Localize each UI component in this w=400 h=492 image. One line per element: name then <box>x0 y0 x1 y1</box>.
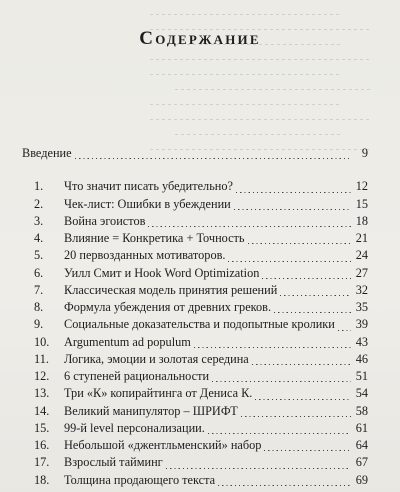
toc-entry-page: 61 <box>355 420 368 435</box>
dot-leader <box>166 468 351 469</box>
toc-entry-number: 3. <box>34 213 44 228</box>
toc-entry-row <box>22 266 368 283</box>
toc-entry-page: 39 <box>355 317 368 332</box>
toc-entry-label: Великий манипулятор – ШРИФТ <box>64 403 238 418</box>
toc-entry-number: 16. <box>34 438 50 452</box>
toc-entry-row <box>22 283 368 300</box>
toc-entry-page: 32 <box>355 282 368 297</box>
toc-entry-page: 43 <box>355 334 368 349</box>
toc-entry-row <box>22 179 368 196</box>
toc-entry-label: Влияние = Конкретика + Точность <box>64 231 245 245</box>
toc-entry-row <box>22 473 368 490</box>
dot-leader <box>252 364 351 365</box>
toc-entry-page: 21 <box>355 231 368 245</box>
toc-entry-number: 4. <box>34 231 44 245</box>
toc-entry-label: Уилл Смит и Hook Word Optimization <box>64 265 260 280</box>
dot-leader <box>218 485 351 486</box>
dot-leader <box>148 226 351 227</box>
toc-entry-page: 9 <box>361 146 368 160</box>
toc-entry-number: 12. <box>34 369 50 383</box>
dot-leader <box>236 192 351 193</box>
toc-entry-page: 24 <box>355 248 368 263</box>
toc-entry-number: 13. <box>34 386 50 401</box>
toc-entry-row <box>22 352 368 369</box>
toc-entry-page: 46 <box>355 351 368 366</box>
dot-leader <box>194 347 351 348</box>
toc-entry-page: 69 <box>355 472 368 487</box>
toc-entry-page: 64 <box>355 438 368 452</box>
toc-entry-row <box>22 317 368 334</box>
toc-entry-row <box>22 438 368 455</box>
toc-entry-label: 99-й level персонализации. <box>64 420 205 435</box>
bleed-through-text <box>150 0 372 170</box>
dot-leader <box>75 158 351 159</box>
dot-leader <box>248 243 351 244</box>
toc-entry-row <box>22 455 368 472</box>
toc-entry-number: 11. <box>34 351 49 366</box>
dot-leader <box>212 381 351 382</box>
toc-entry-row <box>22 421 368 438</box>
toc-entry-page: 51 <box>355 369 368 383</box>
dot-leader <box>234 209 351 210</box>
dot-leader <box>264 450 351 451</box>
dot-leader <box>274 312 351 313</box>
toc-entry-label: Взрослый тайминг <box>64 455 163 470</box>
toc-entry-label: 6 ступеней рациональности <box>64 369 210 383</box>
toc-entry-row <box>22 335 368 352</box>
toc-entry-label: 20 первозданных мотиваторов. <box>64 248 226 263</box>
toc-entry-label: Классическая модель принятия решений <box>64 282 278 297</box>
toc-entry-number: 5. <box>34 248 44 263</box>
toc-entry-page: 67 <box>355 455 368 470</box>
toc-entry-number: 7. <box>34 282 44 297</box>
toc-entry-row <box>22 369 368 386</box>
toc-entry-row <box>22 300 368 317</box>
dot-leader <box>228 261 351 262</box>
dot-leader <box>280 295 351 296</box>
toc-entries <box>22 179 368 490</box>
toc-entry-label: Формула убеждения от древних греков. <box>64 300 272 314</box>
toc-entry-label: Война эгоистов <box>64 213 146 228</box>
toc-entry-page: 15 <box>355 196 368 211</box>
toc-entry-row <box>22 231 368 248</box>
toc-entry-row <box>22 404 368 421</box>
dot-leader <box>241 416 351 417</box>
toc-entry-row <box>22 248 368 265</box>
toc-entry-number: 10. <box>34 334 50 349</box>
toc-entry-number: 2. <box>34 196 44 211</box>
toc-entry-row <box>22 197 368 214</box>
toc-entry-label: Социальные доказательства и подопытные кролики <box>64 317 335 332</box>
table-of-contents <box>22 146 368 490</box>
toc-entry-number: 8. <box>34 300 44 314</box>
toc-entry-number: 15. <box>34 420 50 435</box>
dot-leader <box>255 399 351 400</box>
toc-entry-page: 35 <box>355 300 368 314</box>
toc-entry-label: Толщина продающего текста <box>64 472 216 487</box>
toc-intro-row <box>22 146 368 163</box>
dot-leader <box>208 433 351 434</box>
toc-entry-label: Логика, эмоции и золотая середина <box>64 351 249 366</box>
toc-entry-label: Введение <box>22 146 72 160</box>
toc-entry-page: 27 <box>355 265 368 280</box>
toc-entry-page: 58 <box>355 403 368 418</box>
toc-entry-row <box>22 386 368 403</box>
toc-entry-label: Три «К» копирайтинга от Дениса К. <box>64 386 253 401</box>
toc-entry-row <box>22 214 368 231</box>
toc-entry-number: 17. <box>34 455 50 470</box>
dot-leader <box>262 278 351 279</box>
toc-entry-number: 18. <box>34 472 50 487</box>
toc-entry-number: 6. <box>34 265 44 280</box>
toc-entry-page: 54 <box>355 386 368 401</box>
toc-entry-label: Что значит писать убедительно? <box>64 179 233 194</box>
toc-entry-label: Чек-лист: Ошибки в убеждении <box>64 196 231 211</box>
toc-entry-label: Argumentum ad populum <box>64 334 191 349</box>
toc-entry-number: 1. <box>34 179 44 194</box>
toc-entry-page: 18 <box>355 213 368 228</box>
toc-entry-label: Небольшой «джентльменский» набор <box>64 438 262 452</box>
dot-leader <box>338 330 351 331</box>
toc-entry-number: 14. <box>34 403 50 418</box>
page-title: Содержание <box>139 28 261 49</box>
toc-entry-number: 9. <box>34 317 44 332</box>
toc-entry-page: 12 <box>355 179 368 194</box>
